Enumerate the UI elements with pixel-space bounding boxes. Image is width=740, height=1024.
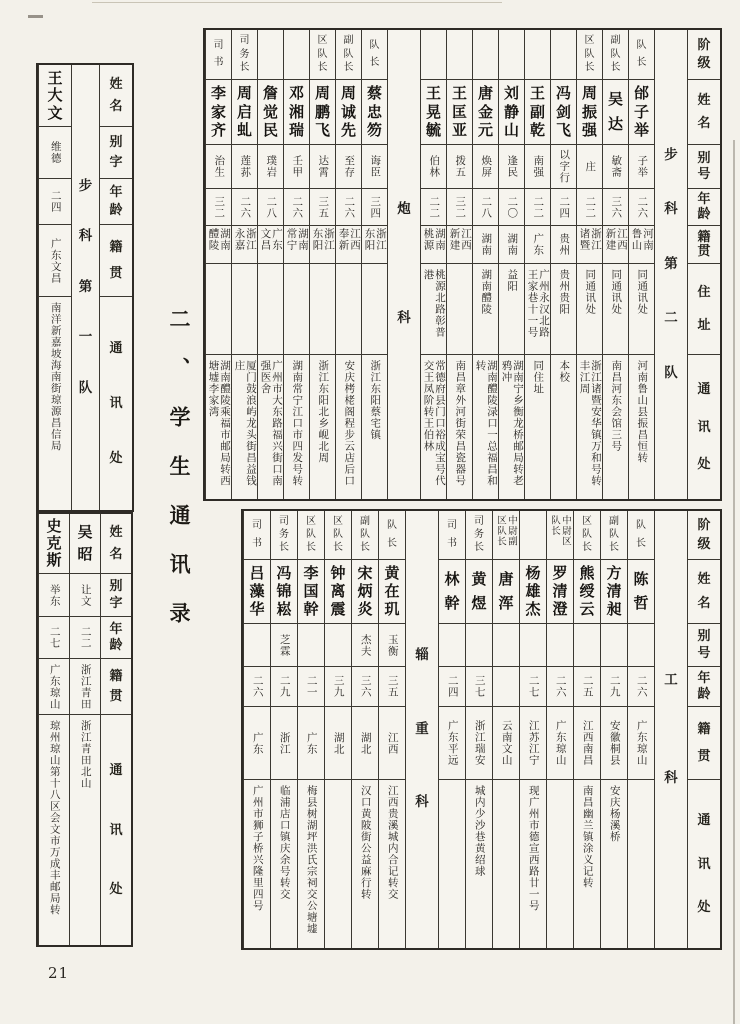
cell-address: 贵州贵阳 xyxy=(551,264,576,355)
cell-alias: 玉衡 xyxy=(379,624,405,667)
cell-name: 李 家 齐 xyxy=(206,80,231,145)
cell-rank: 司 书 xyxy=(439,511,465,560)
cell-name: 陈 哲 xyxy=(628,560,654,624)
cell-age: 二九 xyxy=(271,667,297,707)
cell-name: 周 启 虬 xyxy=(232,80,257,145)
cell-rank xyxy=(284,30,309,80)
member-column xyxy=(351,511,378,948)
cell-native: 湖南 xyxy=(499,226,524,264)
member-column xyxy=(465,511,492,948)
cell-name: 林 幹 xyxy=(439,560,465,624)
cell-contact: 常德府县门口裕成宝号代交王凤阶转王伯林 xyxy=(422,360,446,487)
cell-contact: 河南鲁山县振昌恒转 xyxy=(636,360,649,464)
cell-contact: 湖南常宁江口市四发号转 xyxy=(291,360,304,487)
member-column xyxy=(420,30,446,499)
member-column xyxy=(472,30,498,499)
cell-alias: 举东 xyxy=(39,574,69,617)
cell-rank: 副 队 长 xyxy=(603,30,628,80)
cell-age: 二二 xyxy=(525,189,550,226)
cell-contact: 城内少沙巷黄绍球 xyxy=(473,785,486,877)
cell-native: 浙江 xyxy=(271,707,297,780)
cell-native: 江西南昌 xyxy=(574,707,600,780)
group-label: 步 科 第 一 队 xyxy=(78,177,93,396)
group-label-column xyxy=(654,511,687,948)
cell-age: 二八 xyxy=(258,189,283,226)
member-column xyxy=(602,30,628,499)
header-cell: 姓 名 xyxy=(688,80,720,145)
cell-age: 二六 xyxy=(628,667,654,707)
cell-age: 二二 xyxy=(577,189,602,226)
cell-name: 王 副 乾 xyxy=(525,80,550,145)
cell-native: 广东 xyxy=(298,707,324,780)
cell-age: 三七 xyxy=(466,667,492,707)
header-cell: 年 龄 xyxy=(101,617,131,659)
cell-contact xyxy=(547,780,573,948)
cell-rank: 队 长 xyxy=(629,30,654,80)
cell-native: 江西 xyxy=(379,707,405,780)
cell-rank: 司 务 长 xyxy=(466,511,492,560)
cell-contact xyxy=(439,780,465,948)
scan-artifact-tick xyxy=(28,15,43,18)
cell-native: 广东 xyxy=(525,226,550,264)
cell-age: 三二 xyxy=(447,189,472,226)
member-column xyxy=(69,514,100,945)
cell-address: 桃源北路彰普港 xyxy=(421,264,446,355)
cell-rank xyxy=(499,30,524,80)
member-column xyxy=(297,511,324,948)
member-column xyxy=(257,30,283,499)
cell-native: 浙江瑞安 xyxy=(466,707,492,780)
cell-age: 二一 xyxy=(298,667,324,707)
member-column xyxy=(378,511,405,948)
cell-native: 湖北 xyxy=(325,707,351,780)
cell-alias: 壬甲 xyxy=(284,145,309,189)
cell-age: 三四 xyxy=(362,189,387,226)
cell-alias: 达霄 xyxy=(310,145,335,189)
cell-name: 詹 觉 民 xyxy=(258,80,283,145)
cell-name: 王 匡 亚 xyxy=(447,80,472,145)
member-column xyxy=(270,511,297,948)
staff-directory-table-bottom xyxy=(241,509,722,950)
scan-artifact-line xyxy=(92,2,502,3)
header-cell: 籍 贯 xyxy=(688,226,720,264)
cell-address: 湖南醴陵 xyxy=(473,264,498,355)
cell-age: 二六 xyxy=(547,667,573,707)
cell-native: 浙江东阳 xyxy=(362,226,387,264)
cell-address: 同通讯处 xyxy=(603,264,628,355)
member-column xyxy=(576,30,602,499)
header-column xyxy=(687,511,720,948)
cell-contact: 广州市大东路福兴街口南强医舍 xyxy=(259,360,283,487)
cell-native: 安徽桐县 xyxy=(601,707,627,780)
cell-native: 广东 xyxy=(244,707,270,780)
cell-alias: 至存 xyxy=(336,145,361,189)
member-column xyxy=(550,30,576,499)
cell-native: 广东平远 xyxy=(439,707,465,780)
cell-rank: 司 书 xyxy=(244,511,270,560)
cell-name: 黄 煜 xyxy=(466,560,492,624)
cell-rank: 队 长 xyxy=(362,30,387,80)
member-column xyxy=(519,511,546,948)
cell-rank: 区 队 长 xyxy=(310,30,335,80)
student-directory-table-bottom-left xyxy=(36,512,133,947)
header-cell: 姓 名 xyxy=(100,65,132,127)
cell-alias: 以字行 xyxy=(551,145,576,189)
cell-name: 史 克 斯 xyxy=(39,514,69,574)
cell-rank xyxy=(551,30,576,80)
header-cell: 通 讯 处 xyxy=(109,763,123,897)
cell-native: 广东琼山 xyxy=(628,707,654,780)
cell-name: 李 国 幹 xyxy=(298,560,324,624)
cell-rank: 区 队 长 xyxy=(325,511,351,560)
member-column xyxy=(243,511,270,948)
cell-name: 邰 子 举 xyxy=(629,80,654,145)
cell-contact: 浙江东阳蔡宅镇 xyxy=(369,360,382,441)
cell-contact: 同住址 xyxy=(532,360,545,395)
member-column xyxy=(324,511,351,948)
member-column xyxy=(498,30,524,499)
header-column xyxy=(99,65,132,510)
header-cell: 姓 名 xyxy=(688,560,720,624)
cell-native: 浙江永嘉 xyxy=(232,226,257,264)
cell-alias: 维德 xyxy=(39,127,71,179)
cell-rank: 司 务 长 xyxy=(271,511,297,560)
cell-native: 湖南 xyxy=(473,226,498,264)
header-cell: 阶 级 xyxy=(688,30,720,80)
cell-name: 唐 浑 xyxy=(493,560,519,624)
cell-age: 二七 xyxy=(39,617,69,659)
member-column xyxy=(446,30,472,499)
cell-alias xyxy=(493,624,519,667)
member-column xyxy=(546,511,573,948)
cell-alias: 芝霖 xyxy=(271,624,297,667)
header-cell: 通 讯 处 xyxy=(109,341,123,466)
cell-alias xyxy=(601,624,627,667)
cell-age: 二二 xyxy=(421,189,446,226)
cell-native: 广东琼山 xyxy=(547,707,573,780)
cell-native: 湖南醴陵 xyxy=(206,226,231,264)
cell-address xyxy=(310,264,335,355)
header-cell: 籍 贯 xyxy=(688,707,720,780)
cell-alias: 伯林 xyxy=(421,145,446,189)
cell-name: 刘 静 山 xyxy=(499,80,524,145)
cell-name: 熊 绶 云 xyxy=(574,560,600,624)
cell-native: 浙江诸暨 xyxy=(577,226,602,264)
cell-contact: 梅县树湖坪洪氏宗祠交公塘墟 xyxy=(305,785,318,935)
group-label-column xyxy=(405,511,438,948)
cell-alias xyxy=(244,624,270,667)
cell-rank: 司 书 xyxy=(206,30,231,80)
cell-alias xyxy=(325,624,351,667)
cell-name: 周 诚 先 xyxy=(336,80,361,145)
cell-alias: 敏斋 xyxy=(603,145,628,189)
header-cell: 姓 名 xyxy=(101,514,131,574)
cell-age: 二八 xyxy=(473,189,498,226)
cell-contact: 现广州市德宣西路廿一号 xyxy=(527,785,540,912)
member-column xyxy=(309,30,335,499)
cell-native: 浙江东阳 xyxy=(310,226,335,264)
member-column xyxy=(38,514,69,945)
cell-alias: 治生 xyxy=(206,145,231,189)
cell-age: 二六 xyxy=(336,189,361,226)
cell-rank: 副 队 长 xyxy=(601,511,627,560)
cell-name: 周 振 强 xyxy=(577,80,602,145)
cell-age: 三五 xyxy=(310,189,335,226)
cell-rank: 副 队 长 xyxy=(336,30,361,80)
cell-age: 二六 xyxy=(284,189,309,226)
cell-rank: 区 队 长 xyxy=(577,30,602,80)
header-cell: 通 讯 处 xyxy=(697,381,711,473)
cell-alias: 拨五 xyxy=(447,145,472,189)
cell-rank: 区 队 长 xyxy=(574,511,600,560)
cell-age: 二四 xyxy=(39,179,71,225)
cell-name: 冯 锦 崧 xyxy=(271,560,297,624)
cell-alias xyxy=(439,624,465,667)
header-cell: 年 龄 xyxy=(100,179,132,225)
cell-alias: 庄 xyxy=(577,145,602,189)
cell-age: 三九 xyxy=(325,667,351,707)
member-column xyxy=(361,30,387,499)
cell-age: 二九 xyxy=(601,667,627,707)
cell-contact: 临浦店口镇庆余号转交 xyxy=(278,785,291,900)
cell-age: 二七 xyxy=(520,667,546,707)
cell-age: 二四 xyxy=(439,667,465,707)
cell-contact: 安庆杨溪桥 xyxy=(608,785,621,843)
group-label-column xyxy=(387,30,420,499)
cell-rank: 区 队 长 xyxy=(298,511,324,560)
member-column xyxy=(492,511,519,948)
cell-age: 二六 xyxy=(232,189,257,226)
cell-contact: 浙江诸暨安华镇万和号转丰江周 xyxy=(578,360,602,487)
page-number: 21 xyxy=(48,964,70,982)
cell-age: 二四 xyxy=(551,189,576,226)
cell-contact: 江西贵溪城内合记转交 xyxy=(386,785,399,900)
cell-contact: 湖南醴陵乘福市邮局转西塘墟李家湾 xyxy=(207,360,231,487)
cell-rank: 司 务 长 xyxy=(232,30,257,80)
cell-contact: 厦门鼓浪屿龙头街昌益钱庄 xyxy=(233,360,257,487)
cell-name: 吕 藻 华 xyxy=(244,560,270,624)
cell-address xyxy=(336,264,361,355)
header-cell: 阶 级 xyxy=(688,511,720,560)
member-column xyxy=(38,65,71,510)
cell-age: 二六 xyxy=(629,189,654,226)
cell-age: 三五 xyxy=(379,667,405,707)
cell-address: 同通讯处 xyxy=(629,264,654,355)
group-label-column xyxy=(654,30,687,499)
cell-name: 吴 达 xyxy=(603,80,628,145)
cell-contact: 南洋新嘉坡海南街琼源昌信局 xyxy=(49,302,62,452)
student-directory-table-top-left xyxy=(36,63,134,512)
cell-native: 湖北 xyxy=(352,707,378,780)
header-cell: 年 龄 xyxy=(688,667,720,707)
cell-alias xyxy=(628,624,654,667)
staff-directory-table-top xyxy=(203,28,722,501)
cell-rank: 中尉副区队长 xyxy=(493,511,519,560)
cell-contact: 本校 xyxy=(558,360,571,383)
cell-native: 贵州 xyxy=(551,226,576,264)
cell-name: 王 晃 毓 xyxy=(421,80,446,145)
cell-address: 同通讯处 xyxy=(577,264,602,355)
cell-native: 云南文山 xyxy=(493,707,519,780)
header-cell: 别 字 xyxy=(100,127,132,179)
cell-alias: 子举 xyxy=(629,145,654,189)
cell-contact: 湖南醴陵渌口一总福昌和转 xyxy=(474,360,498,487)
cell-rank xyxy=(447,30,472,80)
cell-contact: 琼州琼山第十八区会文市万成丰邮局转 xyxy=(48,720,61,916)
cell-name: 黄 在 玑 xyxy=(379,560,405,624)
cell-name: 冯 剑 飞 xyxy=(551,80,576,145)
cell-native: 湖南桃源 xyxy=(421,226,446,264)
cell-name: 唐 金 元 xyxy=(473,80,498,145)
cell-contact: 浙江青田北山 xyxy=(79,720,92,789)
cell-contact xyxy=(493,780,519,948)
member-column xyxy=(628,30,654,499)
cell-rank: 中尉区队长 xyxy=(547,511,573,560)
member-column xyxy=(573,511,600,948)
header-column xyxy=(100,514,131,945)
group-label: 辎 重 科 xyxy=(415,647,429,811)
cell-contact xyxy=(628,780,654,948)
cell-alias xyxy=(520,624,546,667)
cell-rank xyxy=(258,30,283,80)
member-column xyxy=(438,511,465,948)
group-label: 工 科 xyxy=(664,671,678,786)
header-cell: 籍 贯 xyxy=(100,225,132,297)
cell-name: 邓 湘 瑞 xyxy=(284,80,309,145)
cell-contact: 安庆栲栳阁程步云店后口 xyxy=(343,360,356,487)
scan-edge-line xyxy=(733,140,735,1024)
cell-rank: 队 长 xyxy=(628,511,654,560)
cell-address xyxy=(447,264,472,355)
cell-alias: 焕屏 xyxy=(473,145,498,189)
group-label: 炮 科 xyxy=(397,201,411,327)
cell-alias: 璞岩 xyxy=(258,145,283,189)
cell-contact: 汉口黄陂街公益麻行转 xyxy=(359,785,372,900)
cell-alias xyxy=(466,624,492,667)
cell-rank xyxy=(520,511,546,560)
header-cell: 别 号 xyxy=(688,145,720,189)
cell-native: 江西奉新 xyxy=(336,226,361,264)
cell-alias: 逢民 xyxy=(499,145,524,189)
cell-age xyxy=(493,667,519,707)
cell-age: 二〇 xyxy=(499,189,524,226)
cell-native: 广东文昌 xyxy=(258,226,283,264)
member-column xyxy=(627,511,654,948)
cell-name: 宋 炳 炎 xyxy=(352,560,378,624)
cell-rank xyxy=(421,30,446,80)
cell-alias: 诲臣 xyxy=(362,145,387,189)
section-title: 二、学生通讯录 xyxy=(167,308,191,651)
cell-age: 二五 xyxy=(574,667,600,707)
cell-native: 江西新建 xyxy=(603,226,628,264)
cell-alias xyxy=(298,624,324,667)
cell-alias xyxy=(574,624,600,667)
cell-contact: 南昌河东会馆三号 xyxy=(610,360,623,452)
cell-name: 蔡 忠 笏 xyxy=(362,80,387,145)
member-column xyxy=(283,30,309,499)
cell-address: 广州永汉北路王家巷十一号 xyxy=(525,264,550,355)
cell-native: 湖南常宁 xyxy=(284,226,309,264)
group-label-column xyxy=(71,65,99,510)
cell-address xyxy=(284,264,309,355)
cell-address: 益阳 xyxy=(499,264,524,355)
header-column xyxy=(687,30,720,499)
cell-contact: 南昌章外河街荣昌瓷器号 xyxy=(454,360,467,487)
cell-native: 河南鲁山 xyxy=(629,226,654,264)
cell-alias: 杰夫 xyxy=(352,624,378,667)
cell-name: 方 清 昶 xyxy=(601,560,627,624)
cell-alias: 让文 xyxy=(70,574,100,617)
cell-contact: 广州市狮子桥兴隆里四号 xyxy=(251,785,264,912)
cell-address xyxy=(232,264,257,355)
member-column xyxy=(231,30,257,499)
cell-rank: 副 队 长 xyxy=(352,511,378,560)
cell-age: 二二 xyxy=(70,617,100,659)
cell-rank xyxy=(525,30,550,80)
cell-rank: 队 长 xyxy=(379,511,405,560)
member-column xyxy=(524,30,550,499)
cell-rank xyxy=(473,30,498,80)
cell-alias xyxy=(547,624,573,667)
cell-contact: 湖南宁乡衡龙桥邮局转老鸦冲 xyxy=(500,360,524,487)
cell-native: 江西新建 xyxy=(447,226,472,264)
cell-contact: 南昌幽兰镇涂义记转 xyxy=(581,785,594,889)
cell-name: 吴 昭 xyxy=(70,514,100,574)
header-cell: 年 龄 xyxy=(688,189,720,226)
header-cell: 别 号 xyxy=(688,624,720,667)
cell-native: 浙江青田 xyxy=(70,659,100,715)
cell-name: 周 鹏 飞 xyxy=(310,80,335,145)
cell-contact: 浙江东阳北乡岘北周 xyxy=(317,360,330,464)
header-cell: 别 字 xyxy=(101,574,131,617)
cell-name: 王 大 文 xyxy=(39,65,71,127)
group-label: 步 科 第 二 队 xyxy=(664,146,678,381)
member-column xyxy=(205,30,231,499)
cell-native: 广东文昌 xyxy=(39,225,71,297)
cell-age: 二六 xyxy=(244,667,270,707)
header-cell: 籍 贯 xyxy=(101,659,131,715)
header-cell: 住 址 xyxy=(688,264,720,355)
cell-native: 江苏江宁 xyxy=(520,707,546,780)
cell-name: 罗 清 澄 xyxy=(547,560,573,624)
cell-name: 杨 雄 杰 xyxy=(520,560,546,624)
cell-name: 钟 离 震 xyxy=(325,560,351,624)
cell-address xyxy=(258,264,283,355)
member-column xyxy=(335,30,361,499)
cell-alias: 莲荪 xyxy=(232,145,257,189)
cell-age: 三六 xyxy=(603,189,628,226)
header-cell: 通 讯 处 xyxy=(697,812,711,916)
cell-age: 三二 xyxy=(206,189,231,226)
cell-native: 广东琼山 xyxy=(39,659,69,715)
member-column xyxy=(600,511,627,948)
cell-address xyxy=(206,264,231,355)
cell-contact xyxy=(325,780,351,948)
cell-alias: 南强 xyxy=(525,145,550,189)
cell-address xyxy=(362,264,387,355)
cell-age: 三六 xyxy=(352,667,378,707)
